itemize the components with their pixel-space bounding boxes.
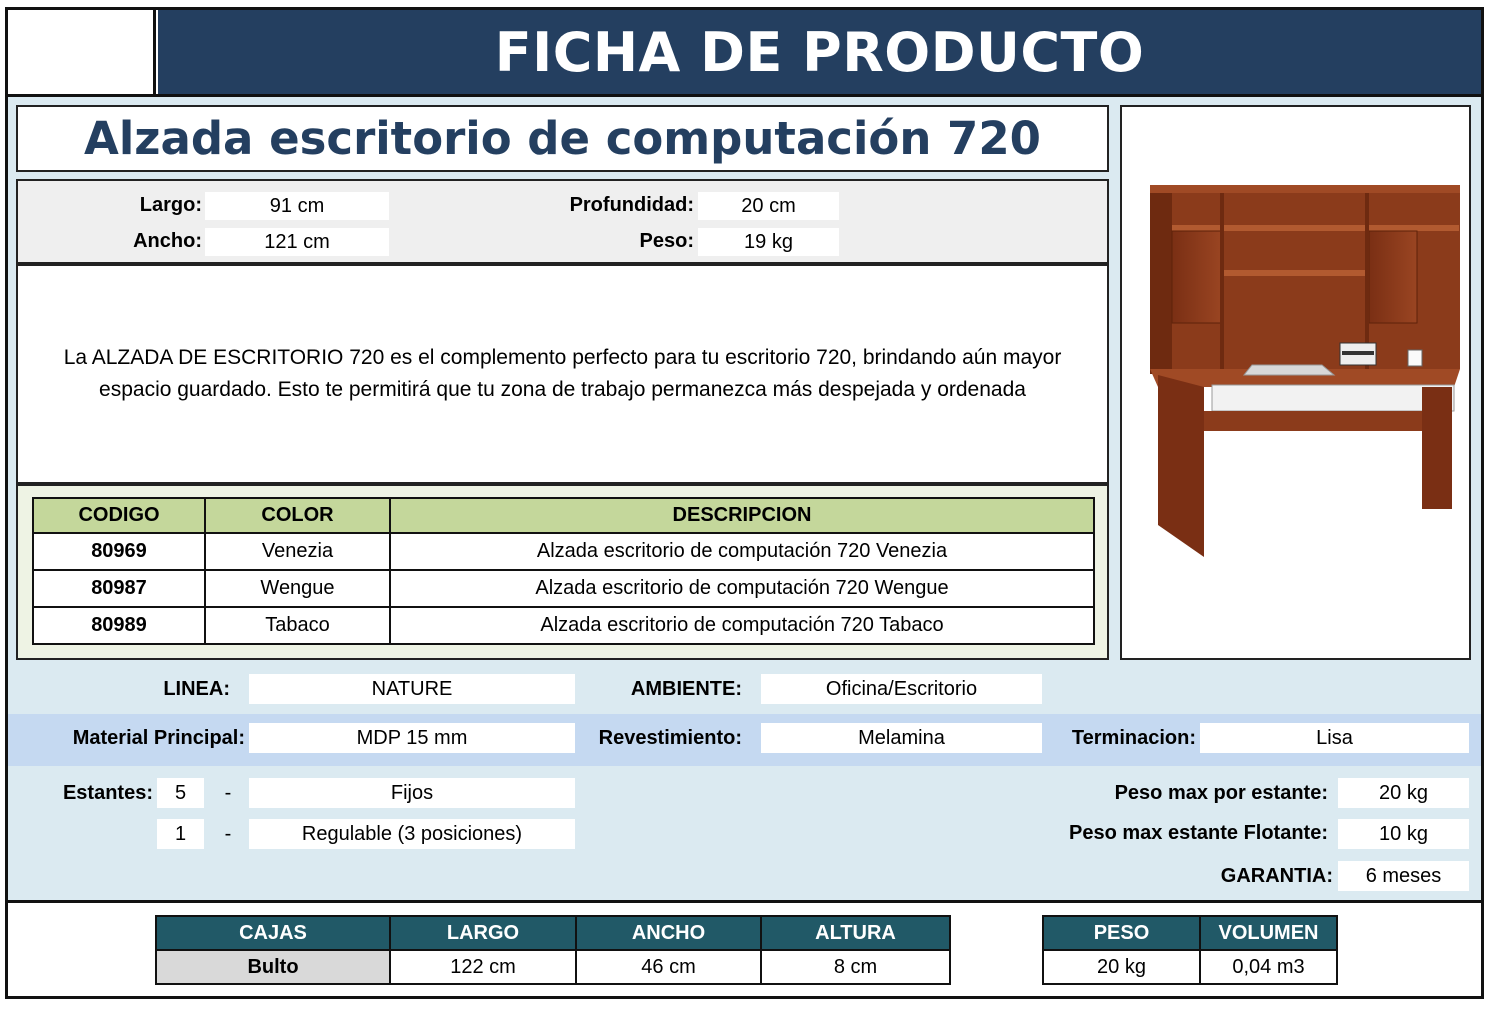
estantes-label: Estantes:	[62, 782, 153, 804]
code-cell: 80987	[33, 570, 205, 607]
ancho-value: 121 cm	[205, 228, 389, 256]
box-largo-cell: 122 cm	[390, 950, 576, 984]
peso-value: 19 kg	[698, 228, 839, 256]
box-peso-cell: 20 kg	[1043, 950, 1200, 984]
description-cell: Alzada escritorio de computación 720 Tabaco	[390, 607, 1094, 644]
box-type-cell: Bulto	[156, 950, 390, 984]
estantes-fijos-count: 5	[157, 778, 204, 808]
color-cell: Venezia	[205, 533, 390, 570]
profundidad-label: Profundidad:	[569, 194, 694, 216]
table-row	[1043, 950, 1337, 984]
revestimiento-value: Melamina	[761, 723, 1042, 753]
box-weight-table	[1042, 915, 1338, 985]
codes-table	[32, 497, 1095, 645]
box-altura-cell: 8 cm	[761, 950, 950, 984]
peso-flotante-label: Peso max estante Flotante:	[1069, 822, 1328, 844]
description-cell: Alzada escritorio de computación 720 Venezia	[390, 533, 1094, 570]
garantia-value: 6 meses	[1338, 861, 1469, 891]
peso-max-value: 20 kg	[1338, 778, 1469, 808]
estantes-separator: -	[224, 823, 232, 845]
code-cell: 80989	[33, 607, 205, 644]
color-cell: Tabaco	[205, 607, 390, 644]
garantia-label: GARANTIA:	[1220, 865, 1333, 887]
box-header-cajas: CAJAS	[156, 916, 390, 950]
linea-label: LINEA:	[163, 678, 230, 700]
page-title: FICHA DE PRODUCTO	[158, 10, 1481, 94]
terminacion-value: Lisa	[1200, 723, 1469, 753]
box-header-largo: LARGO	[390, 916, 576, 950]
revestimiento-label: Revestimiento:	[598, 727, 742, 749]
box-volumen-cell: 0,04 m3	[1200, 950, 1337, 984]
description-panel	[16, 264, 1109, 484]
product-image-frame	[1120, 105, 1471, 660]
estantes-regulable-count: 1	[157, 819, 204, 849]
table-row	[33, 533, 1094, 570]
description-cell: Alzada escritorio de computación 720 Wengue	[390, 570, 1094, 607]
codes-header-color: COLOR	[205, 498, 390, 533]
profundidad-value: 20 cm	[698, 192, 839, 220]
ambiente-value: Oficina/Escritorio	[761, 674, 1042, 704]
product-name: Alzada escritorio de computación 720	[16, 105, 1109, 172]
product-description: La ALZADA DE ESCRITORIO 720 es el complemento perfecto para tu escritorio 720, brindando aún mayor espacio guardado. Esto te permitirá que tu zona de trabajo permanezca más despejada y ordenada	[63, 346, 1062, 401]
box-header-altura: ALTURA	[761, 916, 950, 950]
desk-hutch-icon	[1122, 107, 1469, 658]
box-header-peso: PESO	[1043, 916, 1200, 950]
table-row	[33, 607, 1094, 644]
largo-label: Largo:	[139, 194, 202, 216]
material-label: Material Principal:	[72, 727, 245, 749]
box-ancho-cell: 46 cm	[576, 950, 761, 984]
box-header-ancho: ANCHO	[576, 916, 761, 950]
box-dimensions-table	[155, 915, 951, 985]
table-row	[156, 950, 950, 984]
largo-value: 91 cm	[205, 192, 389, 220]
codes-header-codigo: CODIGO	[33, 498, 205, 533]
ancho-label: Ancho:	[133, 230, 202, 252]
codes-header-descripcion: DESCRIPCION	[390, 498, 1094, 533]
table-row	[33, 570, 1094, 607]
terminacion-label: Terminacion:	[1071, 727, 1196, 749]
peso-label: Peso:	[639, 230, 694, 252]
estantes-fijos-type: Fijos	[249, 778, 575, 808]
material-value: MDP 15 mm	[249, 723, 575, 753]
peso-max-label: Peso max por estante:	[1114, 782, 1328, 804]
logo-placeholder	[8, 10, 156, 94]
box-header-volumen: VOLUMEN	[1200, 916, 1337, 950]
ambiente-label: AMBIENTE:	[630, 678, 742, 700]
color-cell: Wengue	[205, 570, 390, 607]
peso-flotante-value: 10 kg	[1338, 819, 1469, 849]
linea-value: NATURE	[249, 674, 575, 704]
estantes-regulable-type: Regulable (3 posiciones)	[249, 819, 575, 849]
estantes-separator: -	[224, 782, 232, 804]
code-cell: 80969	[33, 533, 205, 570]
